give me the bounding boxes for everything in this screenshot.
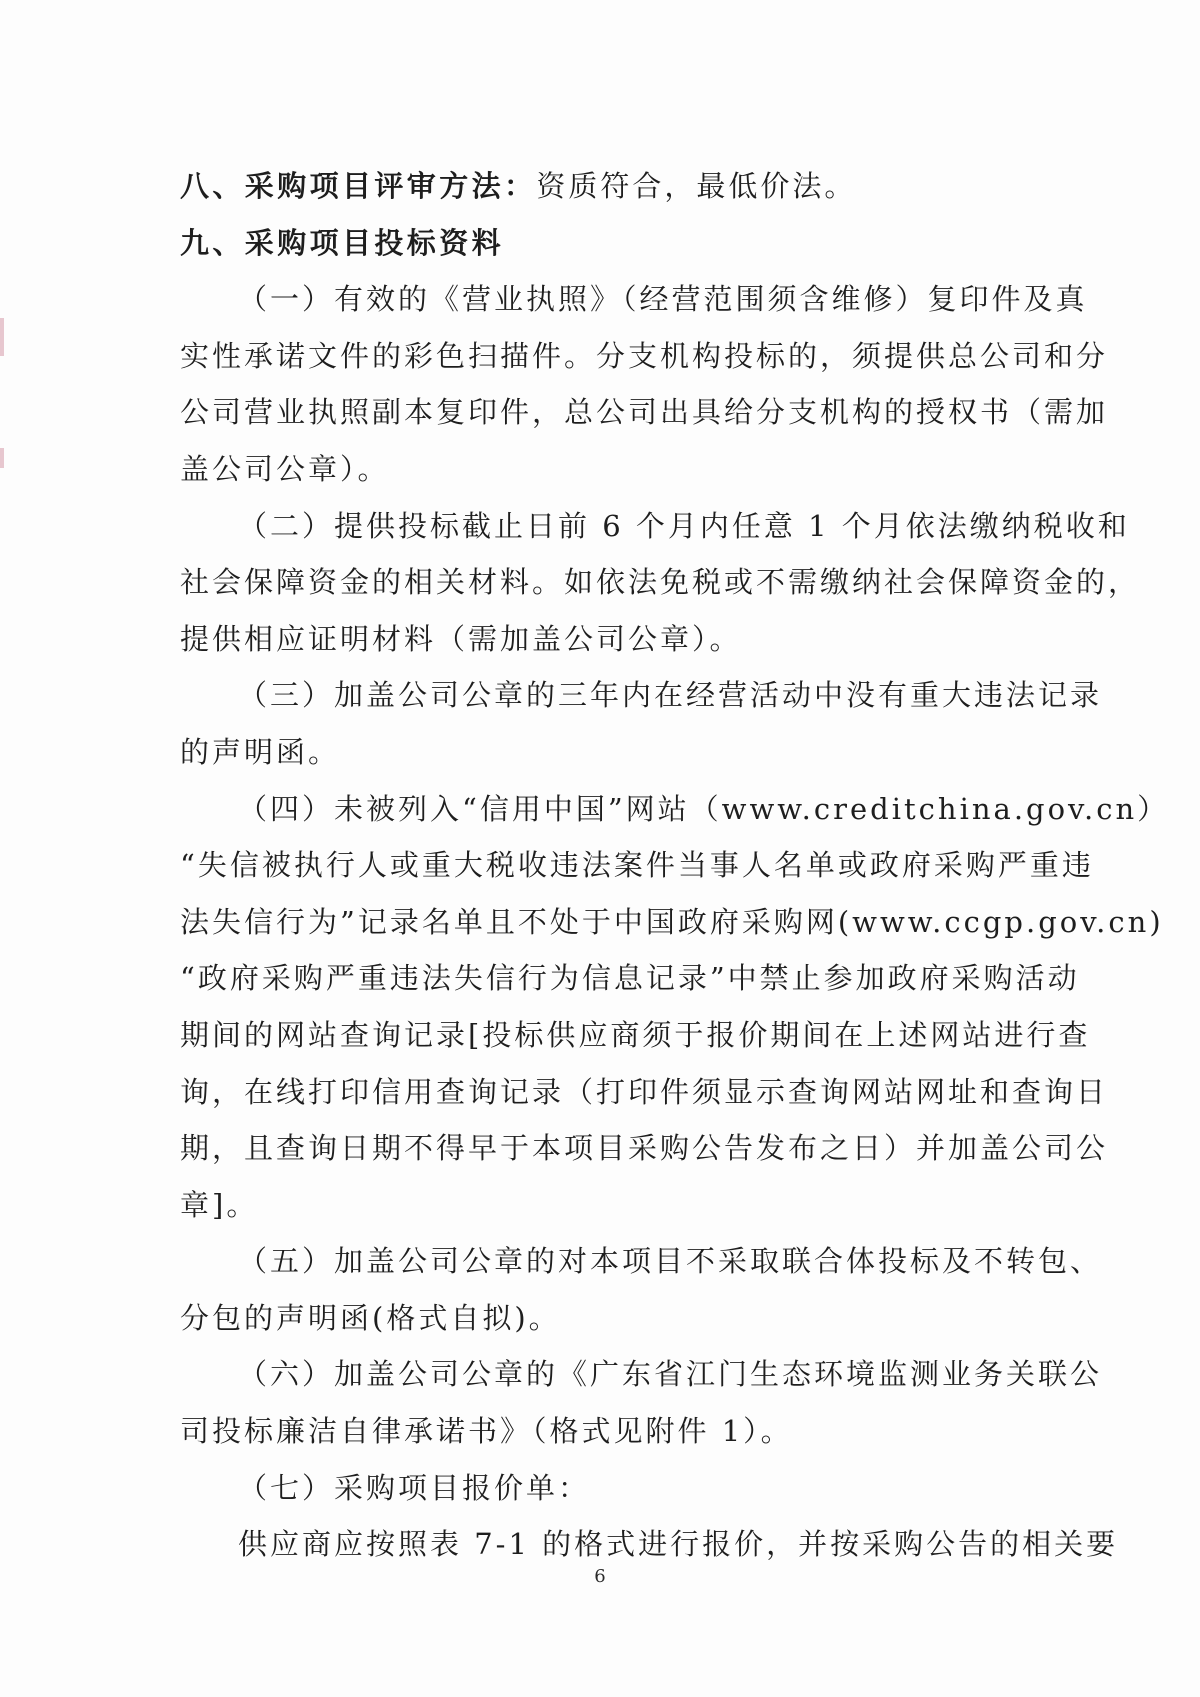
paragraph-line: （五）加盖公司公章的对本项目不采取联合体投标及不转包、 [238, 1244, 1103, 1279]
paragraph-line: 社会保障资金的相关材料。如依法免税或不需缴纳社会保障资金的， [180, 565, 1141, 600]
paragraph-line: （一）有效的《营业执照》（经营范围须含维修）复印件及真 [238, 282, 1088, 317]
document-body [180, 158, 1170, 1573]
section-8-line [180, 158, 1020, 215]
paragraph-line: 的声明函。 [180, 734, 341, 769]
paragraph-line: 期间的网站查询记录[投标供应商须于报价期间在上述网站进行查 [180, 1017, 1091, 1052]
paragraph-line: 分包的声明函(格式自拟)。 [180, 1300, 561, 1335]
paragraph-line: 实性承诺文件的彩色扫描件。分支机构投标的，须提供总公司和分 [180, 338, 1109, 373]
paragraph-line: 公司营业执照副本复印件，总公司出具给分支机构的授权书（需加 [180, 395, 1109, 430]
scan-margin-mark [0, 318, 4, 356]
paragraph-line: （三）加盖公司公章的三年内在经营活动中没有重大违法记录 [238, 678, 1103, 713]
paragraph-line: 提供相应证明材料（需加盖公司公章）。 [180, 621, 742, 656]
paragraph-line: 法失信行为”记录名单且不处于中国政府采购网(www.ccgp.gov.cn) [180, 904, 1164, 939]
section-8-heading: 八、采购项目评审方法： [180, 169, 537, 203]
scan-margin-mark [0, 448, 4, 468]
section-9-heading: 九、采购项目投标资料 [180, 225, 505, 260]
paragraph-line: 司投标廉洁自律承诺书》（格式见附件 1）。 [180, 1414, 793, 1449]
paragraph-line: 期，且查询日期不得早于本项目采购公告发布之日）并加盖公司公 [180, 1131, 1109, 1166]
paragraph-line: “失信被执行人或重大税收违法案件当事人名单或政府采购严重违 [180, 848, 1094, 883]
paragraph-line: 询，在线打印信用查询记录（打印件须显示查询网站网址和查询日 [180, 1074, 1109, 1109]
paragraph-line: “政府采购严重违法失信行为信息记录”中禁止参加政府采购活动 [180, 961, 1080, 996]
paragraph-line: 章]。 [180, 1187, 259, 1222]
page-number: 6 [594, 1566, 606, 1587]
paragraph-line: （四）未被列入“信用中国”网站（www.creditchina.gov.cn） [238, 791, 1170, 826]
paragraph-line: （七）采购项目报价单： [238, 1470, 591, 1505]
paragraph-line: 盖公司公章）。 [180, 451, 390, 486]
paragraph-line: （二）提供投标截止日前 6 个月内任意 1 个月依法缴纳税收和 [238, 508, 1130, 543]
paragraph-line: 供应商应按照表 7-1 的格式进行报价，并按采购公告的相关要 [238, 1527, 1119, 1562]
section-8-text: 资质符合，最低价法。 [536, 169, 857, 203]
paragraph-line: （六）加盖公司公章的《广东省江门生态环境监测业务关联公 [238, 1357, 1103, 1392]
